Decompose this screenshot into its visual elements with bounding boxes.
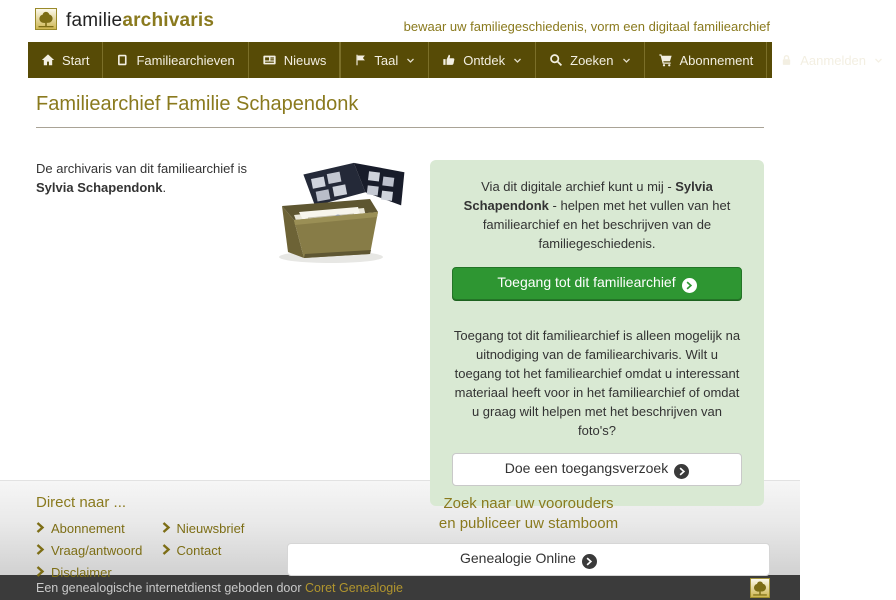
nav-label: Aanmelden: [800, 52, 867, 68]
brand-logo[interactable]: [35, 8, 214, 35]
archivist-name: Sylvia Schapendonk: [36, 179, 163, 195]
main-content: [28, 78, 772, 480]
site-header: [0, 0, 800, 42]
footer-links-col1: [36, 521, 162, 587]
nav-item-ontdek[interactable]: [428, 42, 535, 78]
tree-icon: [35, 8, 57, 35]
arrow-circle-right-icon: [582, 554, 597, 569]
chevron-right-icon: [162, 521, 170, 536]
chevron-down-icon: [622, 56, 631, 65]
footer-link-abonnement[interactable]: Abonnement: [36, 521, 162, 536]
nav-label: Nieuws: [283, 52, 327, 68]
coret-genealogie-link[interactable]: Coret Genealogie: [304, 580, 403, 595]
nav-item-start[interactable]: [28, 42, 103, 78]
nav-label: Ontdek: [463, 52, 506, 68]
access-panel: [430, 160, 764, 506]
nav-label: Familiearchieven: [136, 52, 235, 68]
page-title: Familiearchief Familie Schapendonk: [36, 93, 359, 115]
search-icon: [549, 53, 563, 67]
archive-box-photo: [266, 160, 416, 506]
chevron-right-icon: [36, 543, 44, 558]
panel-request-text: Toegang tot dit familiearchief is alleen mogelijk na uitnodiging van de familiearchivaris. Wilt u toegang tot het familiearchief omdat u interessant materiaal heeft voor in het familiearchief of omdat u graag wilt helpen met het beschrijven van foto's?: [453, 328, 741, 438]
home-icon: [41, 53, 55, 67]
lock-icon: [780, 53, 793, 67]
title-divider: [36, 127, 764, 128]
footer-link-vraag-antwoord[interactable]: Vraag/antwoord: [36, 543, 162, 558]
navbar-right: [340, 42, 896, 78]
chevron-right-icon: [36, 565, 44, 580]
nav-label: Taal: [374, 52, 399, 68]
navbar-left: [28, 42, 340, 78]
chevron-down-icon: [874, 56, 883, 65]
chevron-right-icon: [36, 521, 44, 536]
footer-links-col2: [162, 521, 288, 587]
discover-hand-icon: [442, 53, 456, 67]
main-navbar: [28, 42, 867, 78]
nav-item-abonnement[interactable]: [644, 42, 767, 78]
nav-item-aanmelden[interactable]: [766, 42, 896, 78]
nav-item-nieuws[interactable]: [249, 42, 341, 78]
site-tagline: bewaar uw familiegeschiedenis, vorm een digitaal familiearchief: [403, 18, 770, 34]
book-icon: [116, 53, 129, 67]
content-row: [36, 160, 764, 506]
nav-label: Abonnement: [679, 52, 754, 68]
cart-icon: [658, 53, 673, 67]
footer-direct-links: [36, 491, 287, 580]
language-flag-icon: [354, 53, 367, 67]
access-request-button[interactable]: Doe een toegangsverzoek: [452, 453, 742, 486]
arrow-circle-right-icon: [674, 464, 689, 479]
arrow-circle-right-icon: [682, 278, 697, 293]
nav-item-zoeken[interactable]: [535, 42, 643, 78]
footer-promo: [287, 491, 770, 575]
archivist-name: Sylvia Schapendonk: [463, 179, 713, 213]
footer-link-disclaimer[interactable]: Disclaimer: [36, 565, 162, 580]
site-footer: [0, 480, 800, 580]
chevron-down-icon: [513, 56, 522, 65]
chevron-down-icon: [406, 56, 415, 65]
archivist-intro-text: De archivaris van dit familiearchief is Sylvia Schapendonk.: [36, 161, 247, 195]
newspaper-icon: [262, 53, 277, 67]
genealogie-online-button[interactable]: Genealogie Online: [287, 543, 770, 576]
chevron-right-icon: [162, 543, 170, 558]
nav-item-familiearchieven[interactable]: [103, 42, 248, 78]
provider-text: Een genealogische internetdienst geboden door Coret Genealogie: [36, 580, 403, 595]
footer-link-contact[interactable]: Contact: [162, 543, 288, 558]
nav-label: Zoeken: [570, 52, 614, 68]
nav-label: Start: [62, 52, 90, 68]
footer-heading: Direct naar ...: [36, 494, 127, 511]
footer-link-nieuwsbrief[interactable]: Nieuwsbrief: [162, 521, 288, 536]
tree-icon[interactable]: [750, 578, 770, 598]
panel-intro-text: Via dit digitale archief kunt u mij - Sylvia Schapendonk - helpen met het vullen van het familiearchief en het beschrijven van de familiegeschiedenis.: [463, 179, 731, 251]
access-archive-button[interactable]: Toegang tot dit familiearchief: [452, 267, 742, 300]
promo-heading: Zoek naar uw voorouders en publiceer uw stamboom: [438, 495, 619, 533]
brand-name: familiearchivaris: [66, 10, 215, 31]
nav-item-taal[interactable]: [340, 42, 428, 78]
